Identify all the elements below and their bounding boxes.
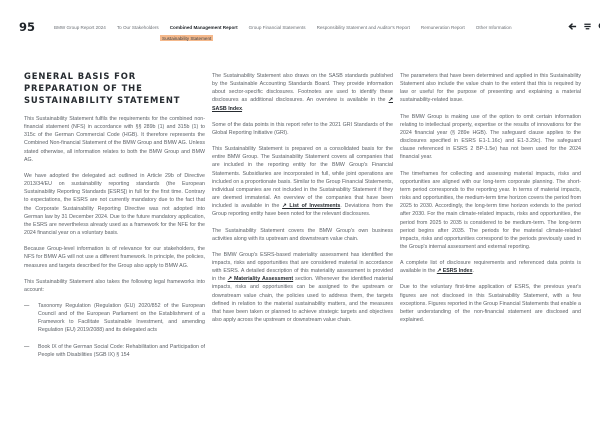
paragraph-consolidated [212, 145, 393, 218]
paragraph-legal-frameworks: This Sustainability Statement also takes the following legal frameworks into account: [24, 278, 205, 293]
paragraph-disclosure-list [400, 259, 581, 275]
paragraph-value-chain: The Sustainability Statement covers the BMW Group's own business activities along with its upstream and downstream value chain. [212, 227, 393, 242]
section-heading: GENERAL BASIS FOR PREPARATION OF THE SUSTAINABILITY STATEMENT [24, 71, 181, 105]
nav-item-responsibility-statement[interactable]: Responsibility Statement and Auditor's Report [316, 25, 410, 30]
paragraph-text: A complete list of disclosure requirements and referenced data points is available in the [400, 260, 581, 275]
esrs-index-link[interactable]: ↗ ESRS Index [436, 268, 473, 275]
back-arrow-icon[interactable] [568, 22, 577, 31]
column-right [400, 72, 581, 332]
bullet-dash: — [24, 302, 30, 309]
list-of-investments-link[interactable]: ↗ List of Investments [282, 203, 341, 210]
paragraph-parameters: The parameters that have been determined and applied in this Sustainability Statement also include the value chain to the extent that this is required by law or useful for the purpose of presenting and explaining a material sustainability-related issue. [400, 73, 581, 104]
paragraph-text: . [242, 105, 244, 112]
materiality-assessment-link[interactable]: ↗ Materiality Assessment [227, 276, 294, 283]
paragraph-esrs-adoption: We have adopted the delegated act outlined in Article 29b of Directive 2013/34/EU on sustainability reporting standards (the European Sustainability Reporting Standards [ESRS]) in full for the first time. Contrary to expectations, the ESRS are not currently mandatory due to the fact that the Corporate Sustainability Reporting Directive was not adopted into German law by 31 December 2024. Due to the future mandatory application, the ESRS are nevertheless already used as a framework for the NFE for the 2024 financial year on a voluntary basis. [24, 172, 205, 237]
nav-item-financial-statements[interactable]: Group Financial Statements [248, 25, 306, 30]
paragraph-text: This Sustainability Statement is prepared on a consolidated basis for the entire BMW Group. The Sustainability Statement covers all companies that are included in the reporting entity for the BMW Group's Financial Statements. Subsidiaries are incorporated in full, while joint operations are included on a proportionate basis. Similar to the Group Financial Statements, individual companies are not included in the Sustainability Statement if they are deemed immaterial. An overview of the companies that have been included is available in the [212, 146, 393, 210]
top-navigation [54, 25, 523, 30]
menu-icon[interactable] [583, 22, 592, 31]
report-header [0, 0, 600, 40]
paragraph-text: . [472, 268, 474, 275]
paragraph-text: section. Whenever the identified material impacts, risks and opportunities can be assigned to the upstream or downstream value chain, the policies used to address them, the targets defined in relation to the material sustainability matters, and the measures that have been taken or planned to achieve strategic targets and objectives also apply across the upstream or downstream value chain. [212, 276, 393, 324]
paragraph-materiality [212, 251, 393, 324]
bullet-text-taxonomy: Taxonomy Regulation (Regulation (EU) 2020/852 of the European Council and of the European Parliament on the Establishment of a Framework to Facilitate Sustainable Investment, and amending Regulation (EU) 2019/2088) and its delegated acts [38, 302, 205, 334]
paragraph-safeguard-clause: The BMW Group is making use of the option to omit certain information relating to intellectual property, expertise or the results of innovations for the 2024 financial year (§ 289e HGB). The safeguard clause applies to the disclosures specified in ESRS E1-1.16c) and E1-3.29c). The safeguard clause referenced in ESRS 2 BP-1.5e) has not been used for the 2024 financial year. [400, 113, 581, 161]
paragraph-group-level: Because Group-level information is of relevance for our stakeholders, the NFS for BMW AG will not use a different framework. In principle, the policies, measures and targets described for the Group also apply to BMW AG. [24, 246, 205, 269]
bullet-text-sgb: Book IX of the German Social Code: Rehabilitation and Participation of People with Disabilities (SGB IX) § 154 [38, 343, 205, 358]
paragraph-sasb [212, 72, 393, 113]
sub-tab-sustainability-statement[interactable]: Sustainability Statement [162, 35, 212, 41]
list-item [24, 343, 205, 359]
nav-item-report[interactable]: BMW Group Report 2024 [54, 25, 106, 30]
column-middle [212, 72, 393, 332]
bullet-dash: — [24, 343, 30, 350]
paragraph-text: The BMW Group's ESRS-based materiality assessment has identified the impacts, risks and opportunities that are considered material in accordance with ESRS. A detailed description of this materiality assessment is provided in the [212, 251, 393, 283]
nav-item-other-information[interactable]: Other Information [475, 25, 512, 30]
column-left [24, 67, 205, 367]
page-number: 95 [19, 20, 36, 34]
sasb-index-link[interactable]: ↗ SASB Index [212, 97, 393, 112]
toolbar-icons [568, 22, 600, 31]
paragraph-nfs: This Sustainability Statement fulfils the requirements for the combined non-financial statement (NFS) in accordance with §§ 289b (1) and 315b (1) to 315c of the German Commercial Code (HGB). It therefore represents the Combined Non-financial Statement of the BMW Group and BMW AG. Unless stated otherwise, all information relates to both the BMW Group and BMW AG. [24, 116, 205, 163]
paragraph-timeframes: The timeframes for collecting and assessing material impacts, risks and opportunities are aligned with our long-term corporate planning. The short-term period corresponds to the reporting year. In terms of material impacts, risks and opportunities, the medium-term time horizon covers the period from 2025 to 2030. Accordingly, the long-term time horizon extends to the period after 2030. For the main climate-related impacts, risks and opportunities, the period from 2025 to 2035 is considered to be medium-term. The long-term period begins after 2035. The periods for the material climate-related impacts, risks and opportunities correspond to the periods previously used in the Group's internal assessment and external reporting. [400, 170, 581, 250]
nav-item-management-report[interactable]: Combined Management Report [169, 25, 238, 30]
paragraph-text: . Deviations from the Group reporting entity have been noted for the relevant disclosures. [212, 203, 393, 218]
list-item [24, 302, 205, 335]
paragraph-previous-year: Due to the voluntary first-time application of ESRS, the previous year's figures are not disclosed in this Sustainability Statement, with a few exceptions. Figures reported in the Group Financial Statements that enable a better understanding of the non-financial statement are disclosed and explained. [400, 284, 581, 324]
paragraph-text: The Sustainability Statement also draws on the SASB standards published by the Sustainable Accounting Standards Board. They provide information about sector-specific disclosures. Footnotes are used to identify these disclosures as additional disclosures. An overview is available in the [212, 73, 393, 104]
paragraph-gri: Some of the data points in this report refer to the 2021 GRI Standards of the Global Reporting Initiative (GRI). [212, 121, 393, 136]
nav-item-remuneration-report[interactable]: Remuneration Report [420, 25, 465, 30]
nav-item-stakeholders[interactable]: To Our Stakeholders [116, 25, 159, 30]
